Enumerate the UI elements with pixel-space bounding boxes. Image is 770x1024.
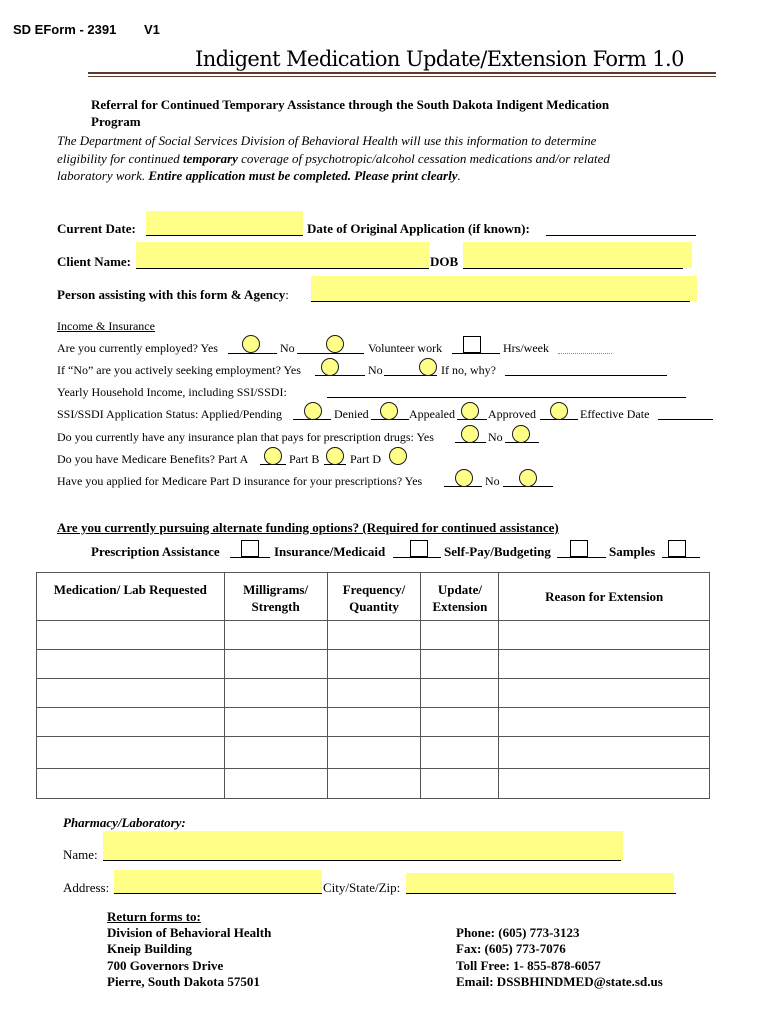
ssi-denied-label: Denied (334, 407, 369, 421)
seeking-no-label: No (368, 363, 383, 377)
col-strength: Milligrams/ Strength (224, 573, 327, 621)
form-id: SD EForm - 2391 (13, 22, 117, 37)
volunteer-checkbox[interactable] (463, 336, 481, 353)
seeking-no-radio[interactable] (419, 358, 437, 376)
partd-no-radio[interactable] (519, 469, 537, 487)
page-title: Indigent Medication Update/Extension Form 1.0 (195, 47, 684, 71)
intro-heading-line1: Referral for Continued Temporary Assistance through the South Dakota Indigent Medication (91, 97, 610, 112)
original-app-label: Date of Original Application (if known): (307, 221, 530, 236)
pharmacy-city-field[interactable] (406, 873, 674, 894)
pharmacy-name-label: Name: (63, 847, 98, 862)
employed-yes-radio[interactable] (242, 335, 260, 353)
contact-fax: Fax: (605) 773-7076 (456, 941, 566, 956)
partd-question: Have you applied for Medicare Part D insurance for your prescriptions? Yes (57, 474, 423, 488)
funding-rx-label: Prescription Assistance (91, 544, 220, 559)
ssi-approved-radio[interactable] (550, 402, 568, 420)
medicare-a-radio[interactable] (264, 447, 282, 465)
partd-yes-radio[interactable] (455, 469, 473, 487)
return-line: Division of Behavioral Health (107, 925, 272, 940)
intro-heading-line2: Program (91, 114, 141, 129)
income-section-title: Income & Insurance (57, 319, 155, 333)
funding-insurance-checkbox[interactable] (410, 540, 428, 557)
contact-tollfree: Toll Free: 1- 855-878-6057 (456, 958, 601, 973)
funding-samples-checkbox[interactable] (668, 540, 686, 557)
contact-phone: Phone: (605) 773-3123 (456, 925, 580, 940)
return-line: Pierre, South Dakota 57501 (107, 974, 260, 989)
yearly-income-label: Yearly Household Income, including SSI/SSDI: (57, 385, 287, 399)
pharmacy-address-field[interactable] (114, 870, 322, 894)
contact-email[interactable]: Email: DSSBHINDMED@state.sd.us (456, 974, 663, 989)
table-row (37, 679, 710, 708)
medication-table (36, 572, 710, 799)
medicare-b-label: Part B (289, 452, 320, 466)
hrs-week-label: Hrs/week (503, 341, 549, 355)
employed-no-label: No (280, 341, 295, 355)
insurance-no-label: No (488, 430, 503, 444)
effective-date-field[interactable] (658, 419, 713, 420)
client-name-field[interactable] (136, 242, 429, 268)
volunteer-label: Volunteer work (368, 341, 443, 355)
original-app-field[interactable] (546, 235, 696, 236)
ssi-denied-radio[interactable] (380, 402, 398, 420)
yearly-income-field[interactable] (327, 397, 686, 398)
table-row (37, 708, 710, 737)
medicare-question: Do you have Medicare Benefits? Part A (57, 452, 249, 466)
funding-selfpay-label: Self-Pay/Budgeting (444, 544, 551, 559)
assist-label: Person assisting with this form & Agency: (57, 287, 289, 302)
insurance-question: Do you currently have any insurance plan that pays for prescription drugs: Yes (57, 430, 434, 444)
table-row (37, 737, 710, 769)
insurance-yes-radio[interactable] (461, 425, 479, 443)
if-no-why-label: If no, why? (441, 363, 496, 377)
table-row (37, 769, 710, 799)
hrs-week-field[interactable] (558, 353, 612, 354)
funding-rx-checkbox[interactable] (241, 540, 259, 557)
col-update: Update/ Extension (421, 573, 499, 621)
dob-field[interactable] (463, 242, 692, 268)
current-date-field[interactable] (146, 211, 303, 235)
pharmacy-name-field[interactable] (103, 831, 623, 861)
insurance-no-radio[interactable] (512, 425, 530, 443)
employed-question: Are you currently employed? Yes (57, 341, 218, 355)
assist-field[interactable] (311, 276, 697, 301)
pharmacy-title: Pharmacy/Laboratory: (63, 815, 186, 830)
title-rule (88, 72, 716, 74)
col-frequency: Frequency/ Quantity (327, 573, 421, 621)
funding-heading: Are you currently pursuing alternate funding options? (Required for continued assistance) (57, 520, 559, 535)
ssi-appealed-radio[interactable] (461, 402, 479, 420)
ssi-status-label: SSI/SSDI Application Status: Applied/Pending (57, 407, 283, 421)
table-row (37, 621, 710, 650)
title-rule-thin (88, 76, 716, 77)
medicare-d-label: Part D (350, 452, 381, 466)
medicare-b-radio[interactable] (326, 447, 344, 465)
return-title: Return forms to: (107, 909, 201, 924)
pharmacy-city-label: City/State/Zip: (323, 880, 401, 895)
employed-no-radio[interactable] (326, 335, 344, 353)
ssi-appealed-label: Appealed (409, 407, 455, 421)
medicare-d-radio[interactable] (389, 447, 407, 465)
if-no-why-field[interactable] (505, 375, 667, 376)
col-reason: Reason for Extension (499, 573, 710, 621)
current-date-label: Current Date: (57, 221, 136, 236)
funding-insurance-label: Insurance/Medicaid (274, 544, 386, 559)
table-header-row (37, 573, 710, 621)
funding-samples-label: Samples (609, 544, 656, 559)
effective-date-label: Effective Date (580, 407, 650, 421)
form-version: V1 (144, 22, 160, 37)
pharmacy-address-label: Address: (63, 880, 110, 895)
intro-para-line2: eligibility for continued temporary coverage of psychotropic/alcohol cessation medications and/or related (57, 151, 610, 166)
partd-no-label: No (485, 474, 500, 488)
client-name-label: Client Name: (57, 254, 132, 269)
funding-selfpay-checkbox[interactable] (570, 540, 588, 557)
return-line: Kneip Building (107, 941, 192, 956)
intro-para-line3: laboratory work. Entire application must be completed. Please print clearly. (57, 168, 461, 183)
seeking-question: If “No” are you actively seeking employment? Yes (57, 363, 301, 377)
seeking-yes-radio[interactable] (321, 358, 339, 376)
table-row (37, 650, 710, 679)
return-line: 700 Governors Drive (107, 958, 224, 973)
col-medication: Medication/ Lab Requested (37, 573, 225, 621)
dob-label: DOB (430, 254, 459, 269)
ssi-pending-radio[interactable] (304, 402, 322, 420)
ssi-approved-label: Approved (488, 407, 536, 421)
intro-para-line1: The Department of Social Services Division of Behavioral Health will use this information to determine (57, 133, 597, 148)
